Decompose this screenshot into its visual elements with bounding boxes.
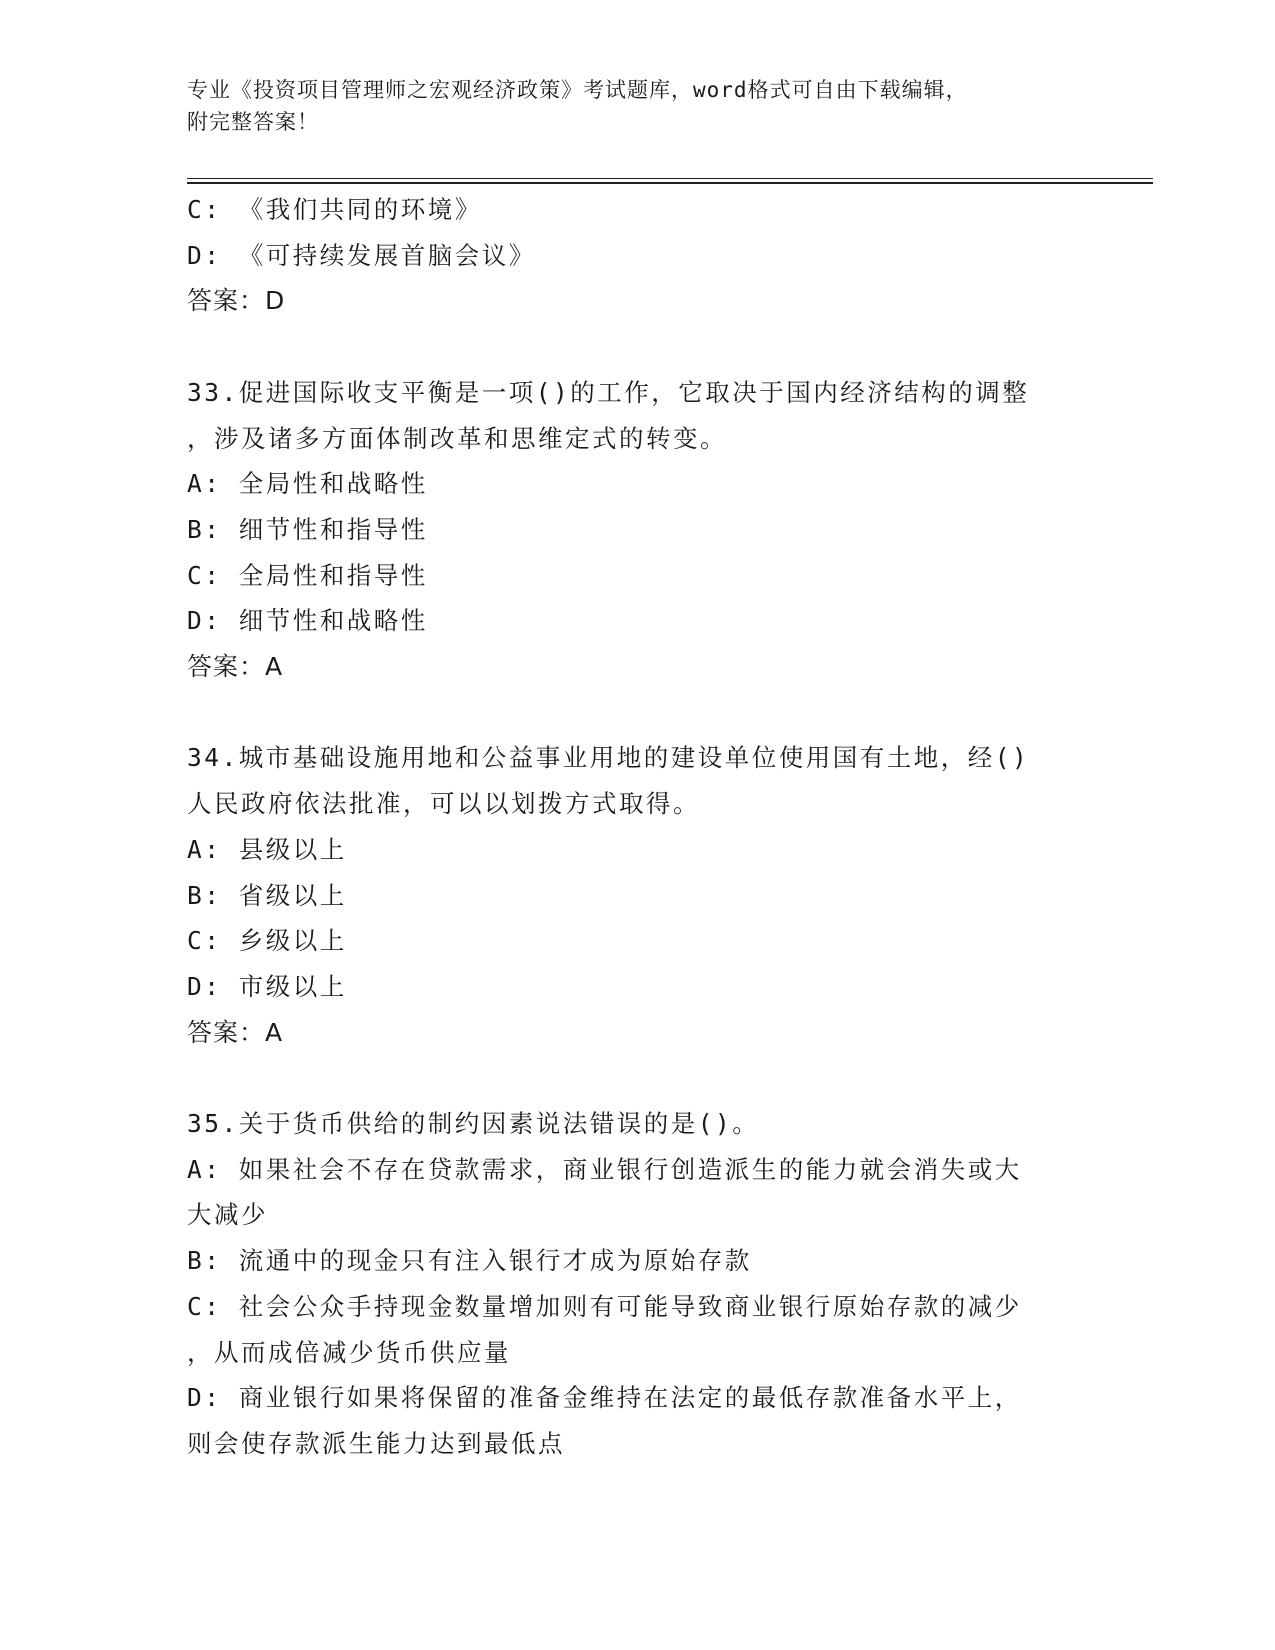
question-stem: 35.关于货币供给的制约因素说法错误的是()。: [187, 1109, 760, 1139]
option-a: A: 县级以上: [187, 834, 347, 864]
option-d: D: 细节性和战略性: [187, 606, 428, 636]
header-line-1: 专业《投资项目管理师之宏观经济政策》考试题库，word格式可自由下载编辑，: [187, 78, 968, 102]
question-stem-continued: ，涉及诸多方面体制改革和思维定式的转变。: [187, 423, 727, 453]
option-d: D: 市级以上: [187, 971, 347, 1001]
question-34: [187, 735, 1087, 1055]
option-b: B: 流通中的现金只有注入银行才成为原始存款: [187, 1246, 752, 1276]
option-b: B: 细节性和指导性: [187, 514, 428, 544]
answer: 答案：A: [187, 652, 284, 682]
document-header: [187, 74, 1067, 138]
question-stem: 34.城市基础设施用地和公益事业用地的建设单位使用国有土地，经(): [187, 743, 1030, 773]
option-c: C: 全局性和指导性: [187, 560, 428, 590]
question-spacer: [187, 324, 1087, 370]
option-b: B: 省级以上: [187, 880, 347, 910]
header-line-2: 附完整答案！: [187, 110, 319, 134]
option-c-continued: ，从而成倍减少货币供应量: [187, 1337, 511, 1367]
option-c: C: 乡级以上: [187, 926, 347, 956]
answer: 答案：D: [187, 286, 286, 316]
question-spacer: [187, 1055, 1087, 1101]
header-divider: [187, 178, 1153, 184]
option-a: A: 如果社会不存在贷款需求，商业银行创造派生的能力就会消失或大: [187, 1154, 1022, 1184]
question-content: [187, 187, 1087, 1467]
question-stem-continued: 人民政府依法批准，可以以划拨方式取得。: [187, 789, 700, 819]
question-33: [187, 370, 1087, 690]
previous-question-tail: [187, 187, 1087, 324]
option-c: C: 《我们共同的环境》: [187, 195, 482, 224]
option-d-continued: 则会使存款派生能力达到最低点: [187, 1428, 565, 1458]
option-a: A: 全局性和战略性: [187, 469, 428, 499]
option-c: C: 社会公众手持现金数量增加则有可能导致商业银行原始存款的减少: [187, 1291, 1022, 1321]
question-35: [187, 1101, 1087, 1467]
option-d: D: 《可持续发展首脑会议》: [187, 240, 536, 270]
question-spacer: [187, 690, 1087, 736]
answer: 答案：A: [187, 1017, 284, 1047]
option-a-continued: 大减少: [187, 1200, 268, 1230]
question-stem: 33.促进国际收支平衡是一项()的工作，它取决于国内经济结构的调整: [187, 377, 1030, 407]
option-d: D: 商业银行如果将保留的准备金维持在法定的最低存款准备水平上，: [187, 1383, 1022, 1413]
